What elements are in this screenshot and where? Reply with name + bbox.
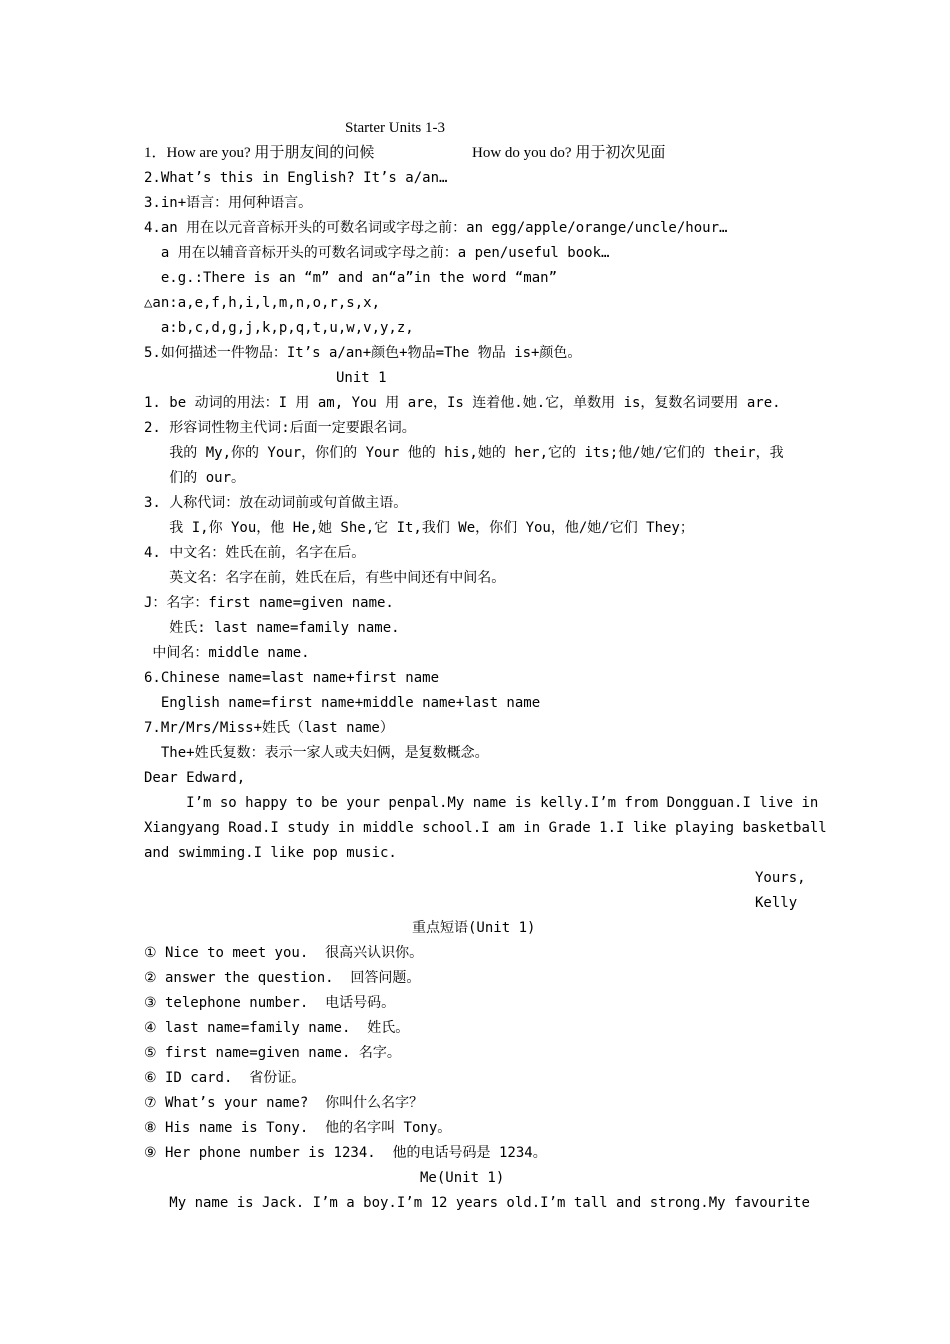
starter-line-1b: How do you do? 用于初次见面	[472, 145, 666, 161]
letter-closing: Yours,	[755, 870, 806, 886]
phrase-item-1: ① Nice to meet you. 很高兴认识你。	[144, 945, 424, 961]
unit1-line-14: 7.Mr/Mrs/Miss+姓氏（last name）	[144, 720, 394, 736]
unit1-line-1: 1. be 动词的用法：I 用 am, You 用 are，Is 连着他.她.它，单数用 is，复数名词要用 are.	[144, 395, 781, 411]
unit1-line-10: 姓氏: last name=family name.	[144, 620, 400, 636]
unit1-line-12: 6.Chinese name=last name+first name	[144, 670, 440, 686]
letter-greeting: Dear Edward,	[144, 770, 246, 786]
starter-line-7: △an:a,e,f,h,i,l,m,n,o,r,s,x,	[144, 295, 381, 311]
starter-line-5: a 用在以辅音音标开头的可数名词或字母之前：a pen/useful book…	[144, 245, 610, 261]
phrases-title: 重点短语(Unit 1)	[412, 920, 536, 936]
phrase-item-9: ⑨ Her phone number is 1234. 他的电话号码是 1234。	[144, 1145, 547, 1161]
unit1-line-3: 我的 My,你的 Your，你们的 Your 他的 his,她的 her,它的 its;他/她/它们的 their，我	[144, 445, 784, 461]
unit1-line-5: 3. 人称代词：放在动词前或句首做主语。	[144, 495, 408, 511]
phrase-item-8: ⑧ His name is Tony. 他的名字叫 Tony。	[144, 1120, 452, 1136]
phrase-item-7: ⑦ What’s your name? 你叫什么名字？	[144, 1095, 424, 1111]
unit1-title: Unit 1	[336, 370, 387, 386]
unit1-line-2: 2. 形容词性物主代词:后面一定要跟名词。	[144, 420, 416, 436]
letter-body-3: and swimming.I like pop music.	[144, 845, 397, 861]
phrase-item-4: ④ last name=family name. 姓氏。	[144, 1020, 410, 1036]
phrase-item-5: ⑤ first name=given name. 名字。	[144, 1045, 401, 1061]
unit1-line-13: English name=first name+middle name+last name	[144, 695, 541, 711]
starter-line-1: 1．How are you? 用于朋友间的问候	[144, 145, 375, 161]
starter-line-6: e.g.:There is an “m” and an“a”in the word “man”	[144, 270, 558, 286]
letter-body-1: I’m so happy to be your penpal.My name is kelly.I’m from Dongguan.I live in	[144, 795, 819, 811]
unit1-line-6: 我 I,你 You，他 He,她 She,它 It,我们 We，你们 You，他/她/它们 They；	[144, 520, 694, 536]
starter-line-8: a:b,c,d,g,j,k,p,q,t,u,w,v,y,z,	[144, 320, 414, 336]
starter-line-3: 3.in+语言：用何种语言。	[144, 195, 313, 211]
me-title: Me(Unit 1)	[420, 1170, 505, 1186]
starter-line-4: 4.an 用在以元音音标开头的可数名词或字母之前：an egg/apple/orange/uncle/hour…	[144, 220, 728, 236]
phrase-item-2: ② answer the question. 回答问题。	[144, 970, 421, 986]
phrase-item-6: ⑥ ID card. 省份证。	[144, 1070, 306, 1086]
unit1-line-7: 4. 中文名：姓氏在前，名字在后。	[144, 545, 366, 561]
unit1-line-9: J：名字：first name=given name.	[144, 595, 394, 611]
phrase-item-3: ③ telephone number. 电话号码。	[144, 995, 396, 1011]
unit1-line-8: 英文名：名字在前，姓氏在后，有些中间还有中间名。	[144, 570, 506, 586]
unit1-line-15: The+姓氏复数：表示一家人或夫妇俩，是复数概念。	[144, 745, 489, 761]
letter-body-2: Xiangyang Road.I study in middle school.I am in Grade 1.I like playing basketball	[144, 820, 827, 836]
letter-signature: Kelly	[755, 895, 798, 911]
unit1-line-11: 中间名：middle name.	[144, 645, 310, 661]
me-line: My name is Jack. I’m a boy.I’m 12 years old.I’m tall and strong.My favourite	[144, 1195, 810, 1211]
starter-line-2: 2.What’s this in English? It’s a/an…	[144, 170, 448, 186]
starter-title: Starter Units 1-3	[345, 120, 445, 136]
starter-line-9: 5.如何描述一件物品：It’s a/an+颜色+物品=The 物品 is+颜色。	[144, 345, 582, 361]
unit1-line-4: 们的 our。	[144, 470, 246, 486]
